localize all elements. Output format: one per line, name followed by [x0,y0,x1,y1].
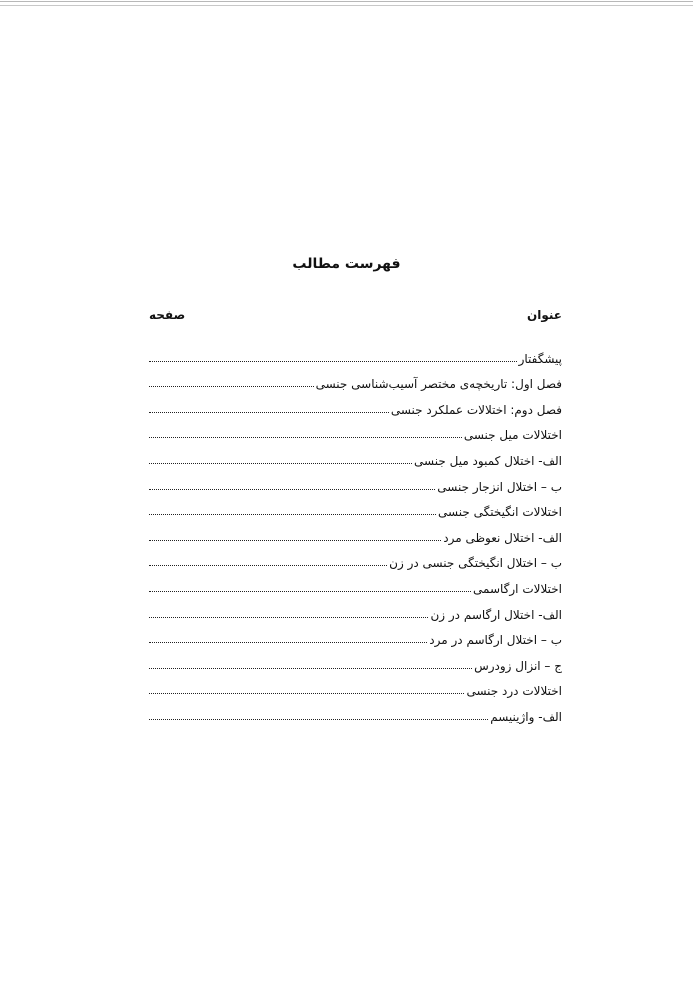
toc-entry [149,418,562,444]
dot-leader [149,386,314,387]
page-title: فهرست مطالب [292,256,401,272]
column-header-title: عنوان [527,308,562,322]
toc-entry-label: پیشگفتار [518,351,562,366]
dot-leader [149,693,464,694]
toc-entry-label: الف- اختلال کمبود میل جنسی [414,453,562,468]
toc-entry-label: ب – اختلال انزجار جنسی [437,479,562,494]
toc-entry [149,571,562,597]
toc-entry-label: ب – اختلال انگیختگی جنسی در زن [389,556,562,571]
dot-leader [149,361,517,362]
toc-entry-label: ج – انزال زودرس [474,658,562,673]
dot-leader [149,540,441,541]
dot-leader [149,489,435,490]
dot-leader [149,565,387,566]
dot-leader [149,668,472,669]
column-header-page: صفحه [149,308,186,322]
toc-entry [149,469,562,495]
dot-leader [149,463,412,464]
toc-entry-label: الف- واژینیسم [490,709,562,724]
toc-entry-label: ب – اختلال ارگاسم در مرد [429,633,562,648]
dot-leader [149,719,488,720]
toc-entry [149,495,562,521]
dot-leader [149,617,428,618]
dot-leader [149,591,471,592]
toc-entry [149,699,562,725]
toc-entry [149,443,562,469]
dot-leader [149,412,389,413]
toc-entry-label: اختلالات انگیختگی جنسی [438,505,562,520]
toc-entry [149,648,562,674]
toc-entry-label: اختلالات میل جنسی [463,428,562,443]
toc-entry-label: الف- اختلال ارگاسم در زن [430,607,562,622]
toc-entry [149,520,562,546]
dot-leader [149,514,436,515]
dot-leader [149,437,462,438]
toc-entry [149,597,562,623]
top-border-line [0,1,693,2]
toc-entry [149,623,562,649]
toc-entry [149,392,562,418]
toc-entry [149,674,562,700]
toc-entry [149,341,562,367]
toc-entry-label: اختلالات درد جنسی [466,684,562,699]
toc-entry-label: فصل دوم: اختلالات عملکرد جنسی [390,402,562,417]
toc-entry [149,546,562,572]
toc-entry-label: اختلالات ارگاسمی [473,581,562,596]
dot-leader [149,642,427,643]
top-border-line-secondary [0,5,693,6]
toc-entry-label: الف- اختلال نعوظی مرد [443,530,562,545]
toc-entry [149,367,562,393]
toc-entry-label: فصل اول: تاریخچه‌ی مختصر آسیب‌شناسی جنسی [315,377,562,392]
table-of-contents [149,341,562,725]
